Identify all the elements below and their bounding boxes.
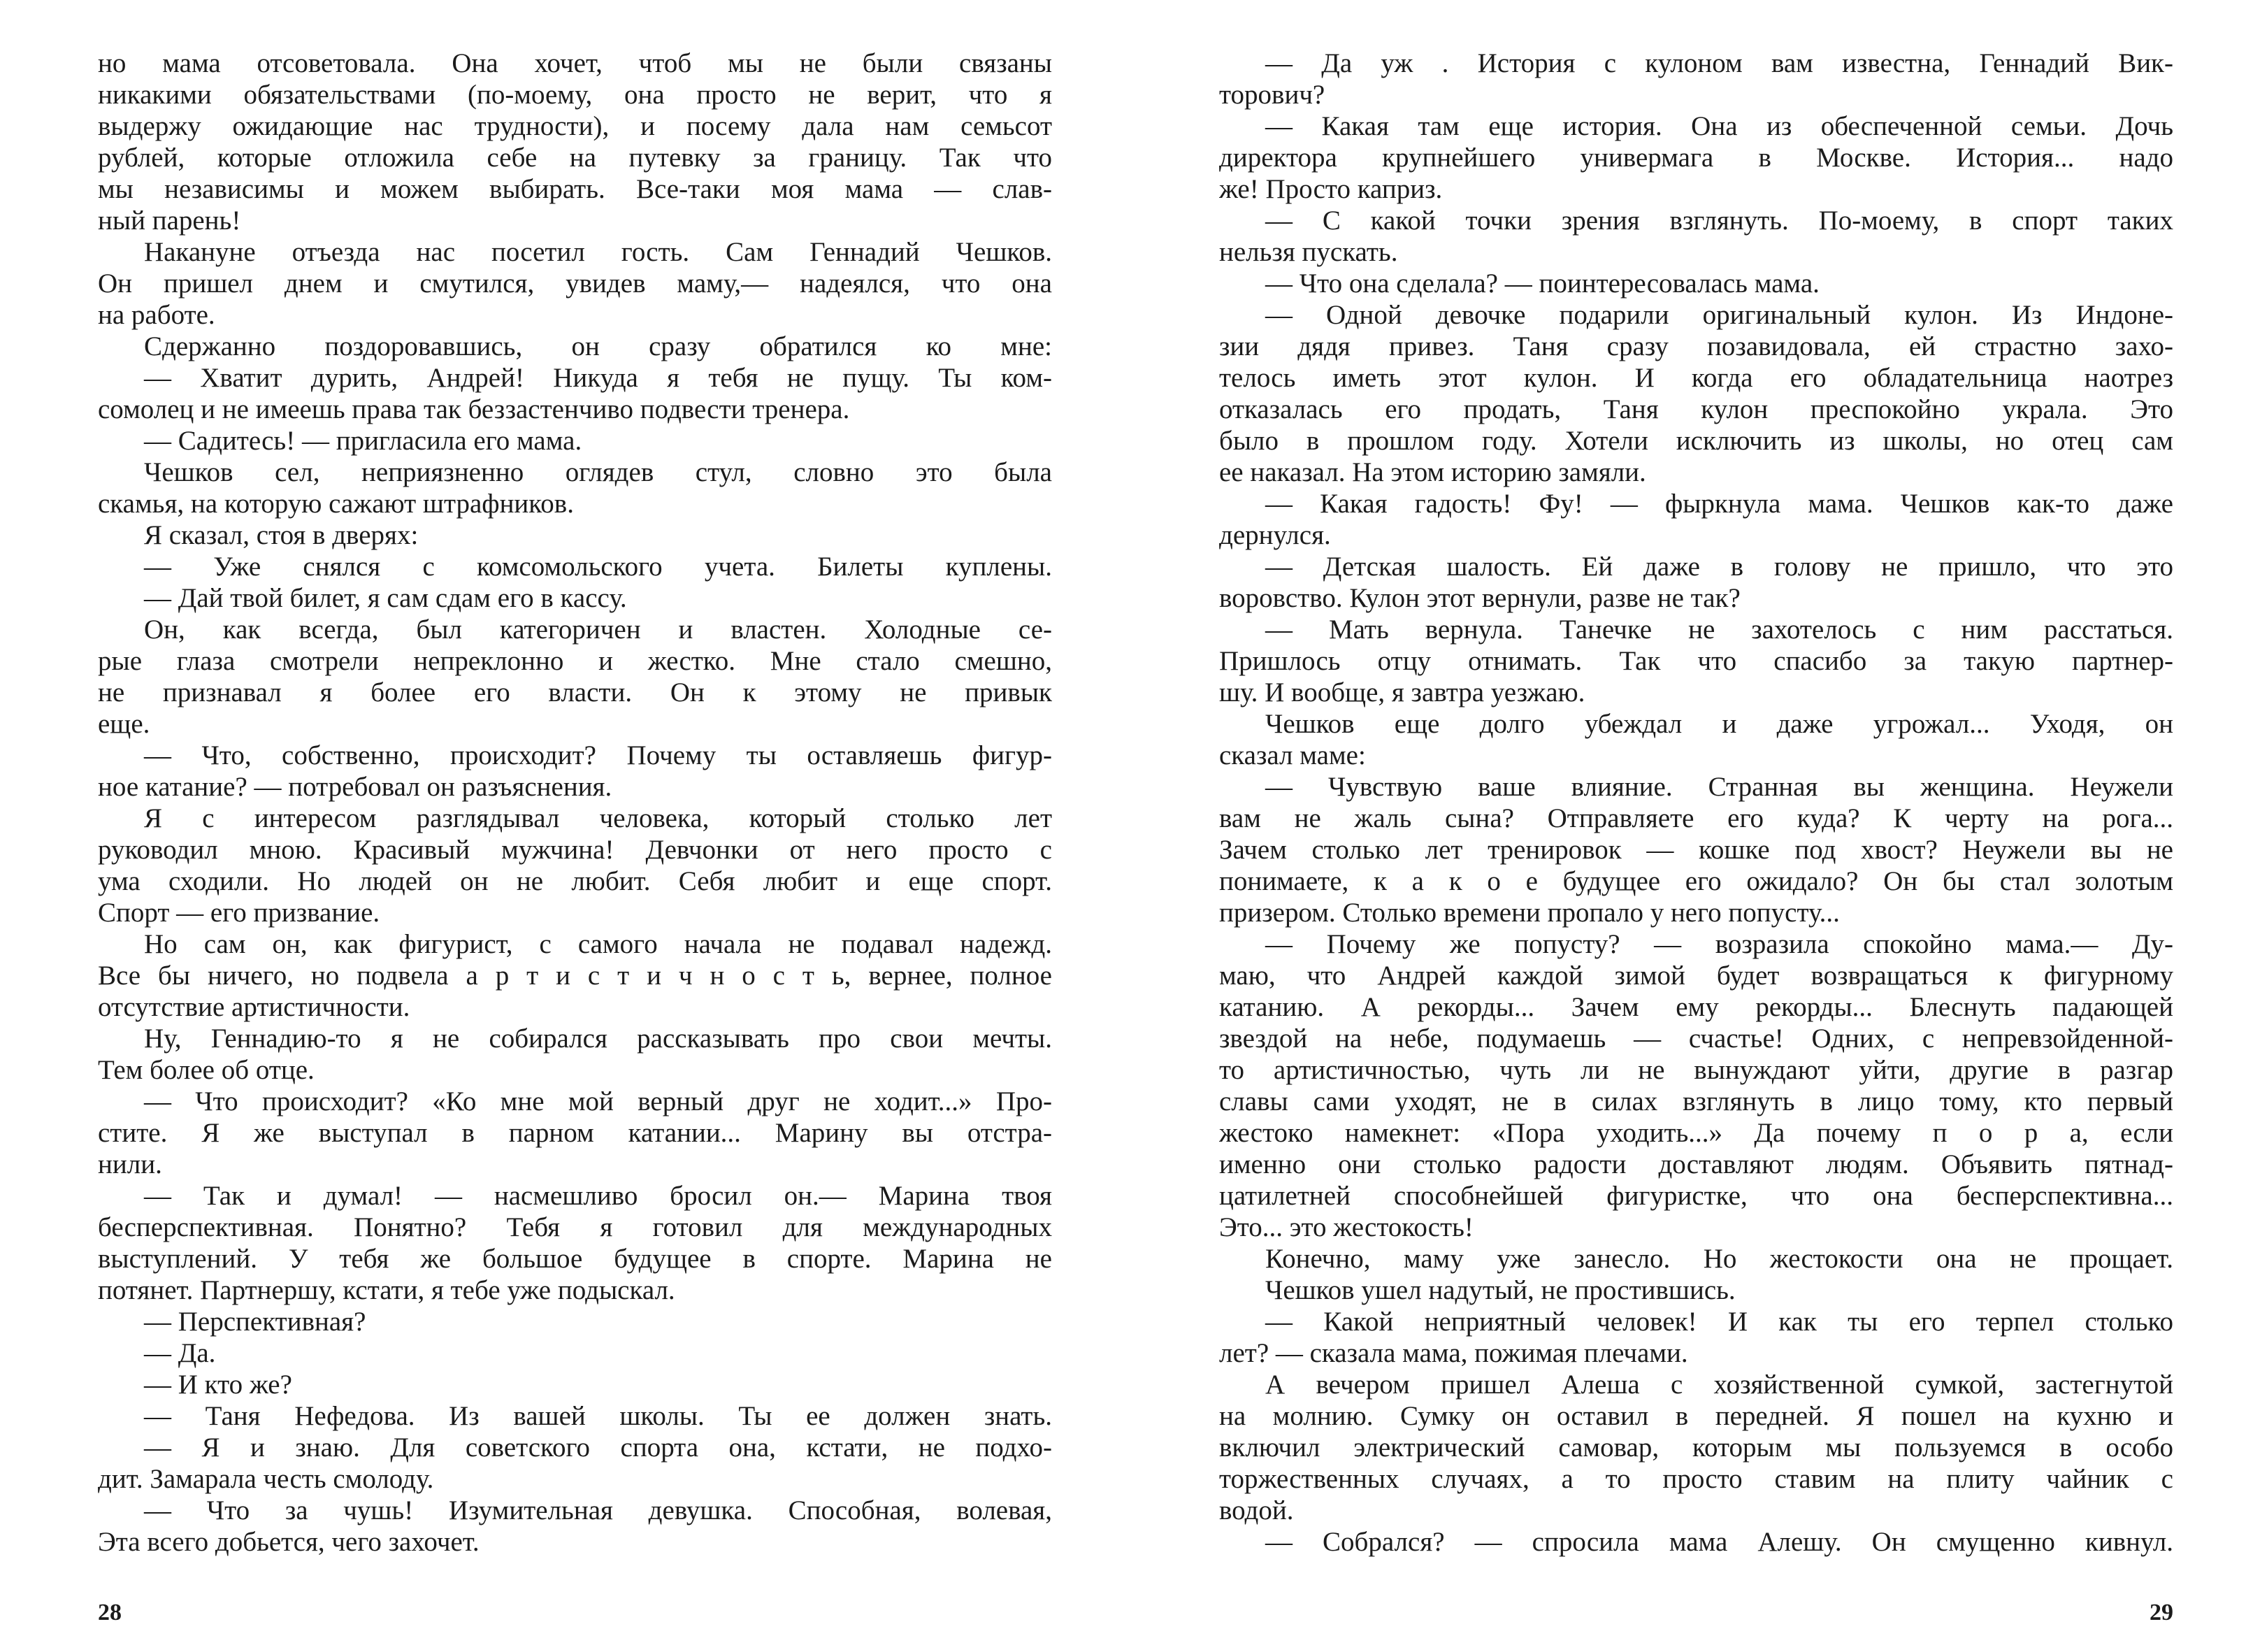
text-line: выдержу ожидающие нас трудности), и посему дала нам семьсот: [98, 111, 1052, 141]
text-line: отсутствие артистичности.: [98, 992, 410, 1022]
text-line: ума сходили. Но людей он не любит. Себя любит и еще спорт.: [98, 866, 1052, 896]
left-page: [98, 48, 1052, 1628]
text-line: — С какой точки зрения взглянуть. По-моему, в спорт таких: [1265, 206, 2173, 236]
page-number-left: 28: [98, 1600, 122, 1625]
text-line: Накануне отъезда нас посетил гость. Сам Геннадий Чешков.: [144, 237, 1052, 267]
text-line: дернулся.: [1219, 520, 1331, 550]
text-line: рублей, которые отложила себе на путевку за границу. Так что: [98, 143, 1052, 173]
text-line: скамья, на которую сажают штрафников.: [98, 489, 574, 519]
text-line: зии дядя привез. Таня сразу позавидовала, ей страстно захо-: [1219, 331, 2173, 361]
text-line: нельзя пускать.: [1219, 237, 1398, 267]
text-line: отказалась его продать, Таня кулон преспокойно украла. Это: [1219, 394, 2173, 424]
text-line: же! Просто каприз.: [1219, 174, 1443, 204]
text-line: Я сказал, стоя в дверях:: [144, 520, 419, 550]
text-line: Я с интересом разглядывал человека, который столько лет: [144, 803, 1052, 833]
text-line: то артистичностью, чуть ли не вынуждают уйти, другие в разгар: [1219, 1055, 2173, 1085]
text-line: — И кто же?: [144, 1370, 292, 1400]
text-line: именно они столько радости доставляют людям. Объявить пятнад-: [1219, 1149, 2173, 1179]
text-line: никакими обязательствами (по-моему, она просто не верит, что я: [98, 80, 1052, 110]
text-line: — Таня Нефедова. Из вашей школы. Ты ее должен знать.: [144, 1401, 1052, 1431]
text-line: Все бы ничего, но подвела а р т и с т и ч н о с т ь, вернее, полное: [98, 961, 1052, 991]
text-line: потянет. Партнершу, кстати, я тебе уже подыскал.: [98, 1275, 675, 1305]
text-line: цатилетней способнейшей фигуристке, что она бесперспективна...: [1219, 1181, 2173, 1211]
text-line: — Детская шалость. Ей даже в голову не пришло, что это: [1265, 552, 2173, 582]
text-line: — Да уж . История с кулоном вам известна, Геннадий Вик-: [1265, 48, 2173, 78]
text-line: включил электрический самовар, которым мы пользуемся в особо: [1219, 1432, 2173, 1463]
text-line: — Дай твой билет, я сам сдам его в кассу.: [144, 583, 627, 613]
text-line: стите. Я же выступал в парном катании... Марину вы отстра-: [98, 1118, 1052, 1148]
text-line: выступлений. У тебя же большое будущее в спорте. Марина не: [98, 1244, 1052, 1274]
right-page-text: [1219, 48, 2173, 1558]
text-line: славы сами уходят, не в силах взглянуть в лицо тому, кто первый: [1219, 1086, 2173, 1116]
text-line: лет? — сказала мама, пожимая плечами.: [1219, 1338, 1688, 1368]
text-line: ее наказал. На этом историю замяли.: [1219, 457, 1646, 487]
text-line: бесперспективная. Понятно? Тебя я готовил для международных: [98, 1212, 1052, 1242]
text-line: — Почему же попусту? — возразила спокойно мама.— Ду-: [1265, 929, 2173, 959]
text-line: торович?: [1219, 80, 1325, 110]
page-number-right: 29: [2150, 1600, 2173, 1625]
text-line: — Да.: [144, 1338, 216, 1368]
text-line: вам не жаль сына? Отправляете его куда? К черту на рога...: [1219, 803, 2173, 833]
text-line: — Я и знаю. Для советского спорта она, кстати, не подхо-: [144, 1432, 1052, 1463]
text-line: — Какой неприятный человек! И как ты его терпел столько: [1265, 1307, 2173, 1337]
text-line: не признавал я более его власти. Он к этому не привык: [98, 677, 1052, 708]
text-line: — Хватит дурить, Андрей! Никуда я тебя не пущу. Ты ком-: [144, 363, 1052, 393]
text-line: — Что она сделала? — поинтересовалась мама.: [1265, 268, 1820, 299]
text-line: Сдержанно поздоровавшись, он сразу обратился ко мне:: [144, 331, 1052, 361]
text-line: Эта всего добьется, чего захочет.: [98, 1527, 480, 1557]
left-page-text: [98, 48, 1052, 1558]
text-line: было в прошлом году. Хотели исключить из школы, но отец сам: [1219, 426, 2173, 456]
text-line: торжественных случаях, а то просто ставим на плиту чайник с: [1219, 1464, 2173, 1494]
right-page: [1219, 48, 2173, 1628]
text-line: — Что, собственно, происходит? Почему ты оставляешь фигур-: [144, 740, 1052, 770]
text-line: катанию. А рекорды... Зачем ему рекорды... Блеснуть падающей: [1219, 992, 2173, 1022]
text-line: — Перспективная?: [144, 1307, 366, 1337]
text-line: на молнию. Сумку он оставил в передней. Я пошел на кухню и: [1219, 1401, 2173, 1431]
text-line: руководил мною. Красивый мужчина! Девчонки от него просто с: [98, 835, 1052, 865]
text-line: еще.: [98, 709, 150, 739]
text-line: — Так и думал! — насмешливо бросил он.— Марина твоя: [144, 1181, 1052, 1211]
text-line: воровство. Кулон этот вернули, разве не так?: [1219, 583, 1741, 613]
text-line: Он, как всегда, был категоричен и властен. Холодные се-: [144, 615, 1052, 645]
text-line: нили.: [98, 1149, 162, 1179]
text-line: — Мать вернула. Танечке не захотелось с ним расстаться.: [1265, 615, 2173, 645]
text-line: Спорт — его призвание.: [98, 898, 380, 928]
text-line: Но сам он, как фигурист, с самого начала не подавал надежд.: [144, 929, 1052, 959]
text-line: маю, что Андрей каждой зимой будет возвращаться к фигурному: [1219, 961, 2173, 991]
text-line: — Собрался? — спросила мама Алешу. Он смущенно кивнул.: [1265, 1527, 2173, 1557]
text-line: рые глаза смотрели непреклонно и жестко. Мне стало смешно,: [98, 646, 1052, 676]
text-line: — Что за чушь! Изумительная девушка. Способная, волевая,: [144, 1495, 1052, 1525]
text-line: водой.: [1219, 1495, 1294, 1525]
text-line: — Какая гадость! Фу! — фыркнула мама. Чешков как-то даже: [1265, 489, 2173, 519]
text-line: ный парень!: [98, 206, 241, 236]
text-line: Чешков ушел надутый, не простившись.: [1265, 1275, 1736, 1305]
text-line: дит. Замарала честь смолоду.: [98, 1464, 434, 1494]
text-line: понимаете, к а к о е будущее его ожидало? Он бы стал золотым: [1219, 866, 2173, 896]
text-line: — Что происходит? «Ко мне мой верный друг не ходит...» Про-: [144, 1086, 1052, 1116]
text-line: — Одной девочке подарили оригинальный кулон. Из Индоне-: [1265, 300, 2173, 330]
text-line: Он пришел днем и смутился, увидев маму,— надеялся, что она: [98, 268, 1052, 299]
text-line: Тем более об отце.: [98, 1055, 315, 1085]
text-line: телось иметь этот кулон. И когда его обладательница наотрез: [1219, 363, 2173, 393]
text-line: Пришлось отцу отнимать. Так что спасибо за такую партнер-: [1219, 646, 2173, 676]
text-line: директора крупнейшего универмага в Москве. История... надо: [1219, 143, 2173, 173]
text-line: сомолец и не имеешь права так беззастенчиво подвести тренера.: [98, 394, 850, 424]
text-line: шу. И вообще, я завтра уезжаю.: [1219, 677, 1585, 708]
text-line: сказал маме:: [1219, 740, 1366, 770]
text-line: — Чувствую ваше влияние. Странная вы женщина. Неужели: [1265, 772, 2173, 802]
text-line: Чешков сел, неприязненно оглядев стул, словно это была: [144, 457, 1052, 487]
text-line: мы независимы и можем выбирать. Все-таки моя мама — слав-: [98, 174, 1052, 204]
text-line: призером. Столько времени пропало у него попусту...: [1219, 898, 1840, 928]
text-line: А вечером пришел Алеша с хозяйственной сумкой, застегнутой: [1265, 1370, 2173, 1400]
text-line: Чешков еще долго убеждал и даже угрожал... Уходя, он: [1265, 709, 2173, 739]
text-line: Конечно, маму уже занесло. Но жестокости она не прощает.: [1265, 1244, 2173, 1274]
text-line: жестоко намекнет: «Пора уходить...» Да почему п о р а, если: [1219, 1118, 2173, 1148]
text-line: Зачем столько лет тренировок — кошке под хвост? Неужели вы не: [1219, 835, 2173, 865]
text-line: звездой на небе, подумаешь — счастье! Одних, с непревзойденной-: [1219, 1023, 2173, 1054]
text-line: — Садитесь! — пригласила его мама.: [144, 426, 582, 456]
text-line: но мама отсоветовала. Она хочет, чтоб мы не были связаны: [98, 48, 1052, 78]
text-line: ное катание? — потребовал он разъяснения.: [98, 772, 612, 802]
text-line: Ну, Геннадию-то я не собирался рассказывать про свои мечты.: [144, 1023, 1052, 1054]
text-line: на работе.: [98, 300, 215, 330]
text-line: — Уже снялся с комсомольского учета. Билеты куплены.: [144, 552, 1052, 582]
text-line: — Какая там еще история. Она из обеспеченной семьи. Дочь: [1265, 111, 2173, 141]
text-line: Это... это жестокость!: [1219, 1212, 1474, 1242]
